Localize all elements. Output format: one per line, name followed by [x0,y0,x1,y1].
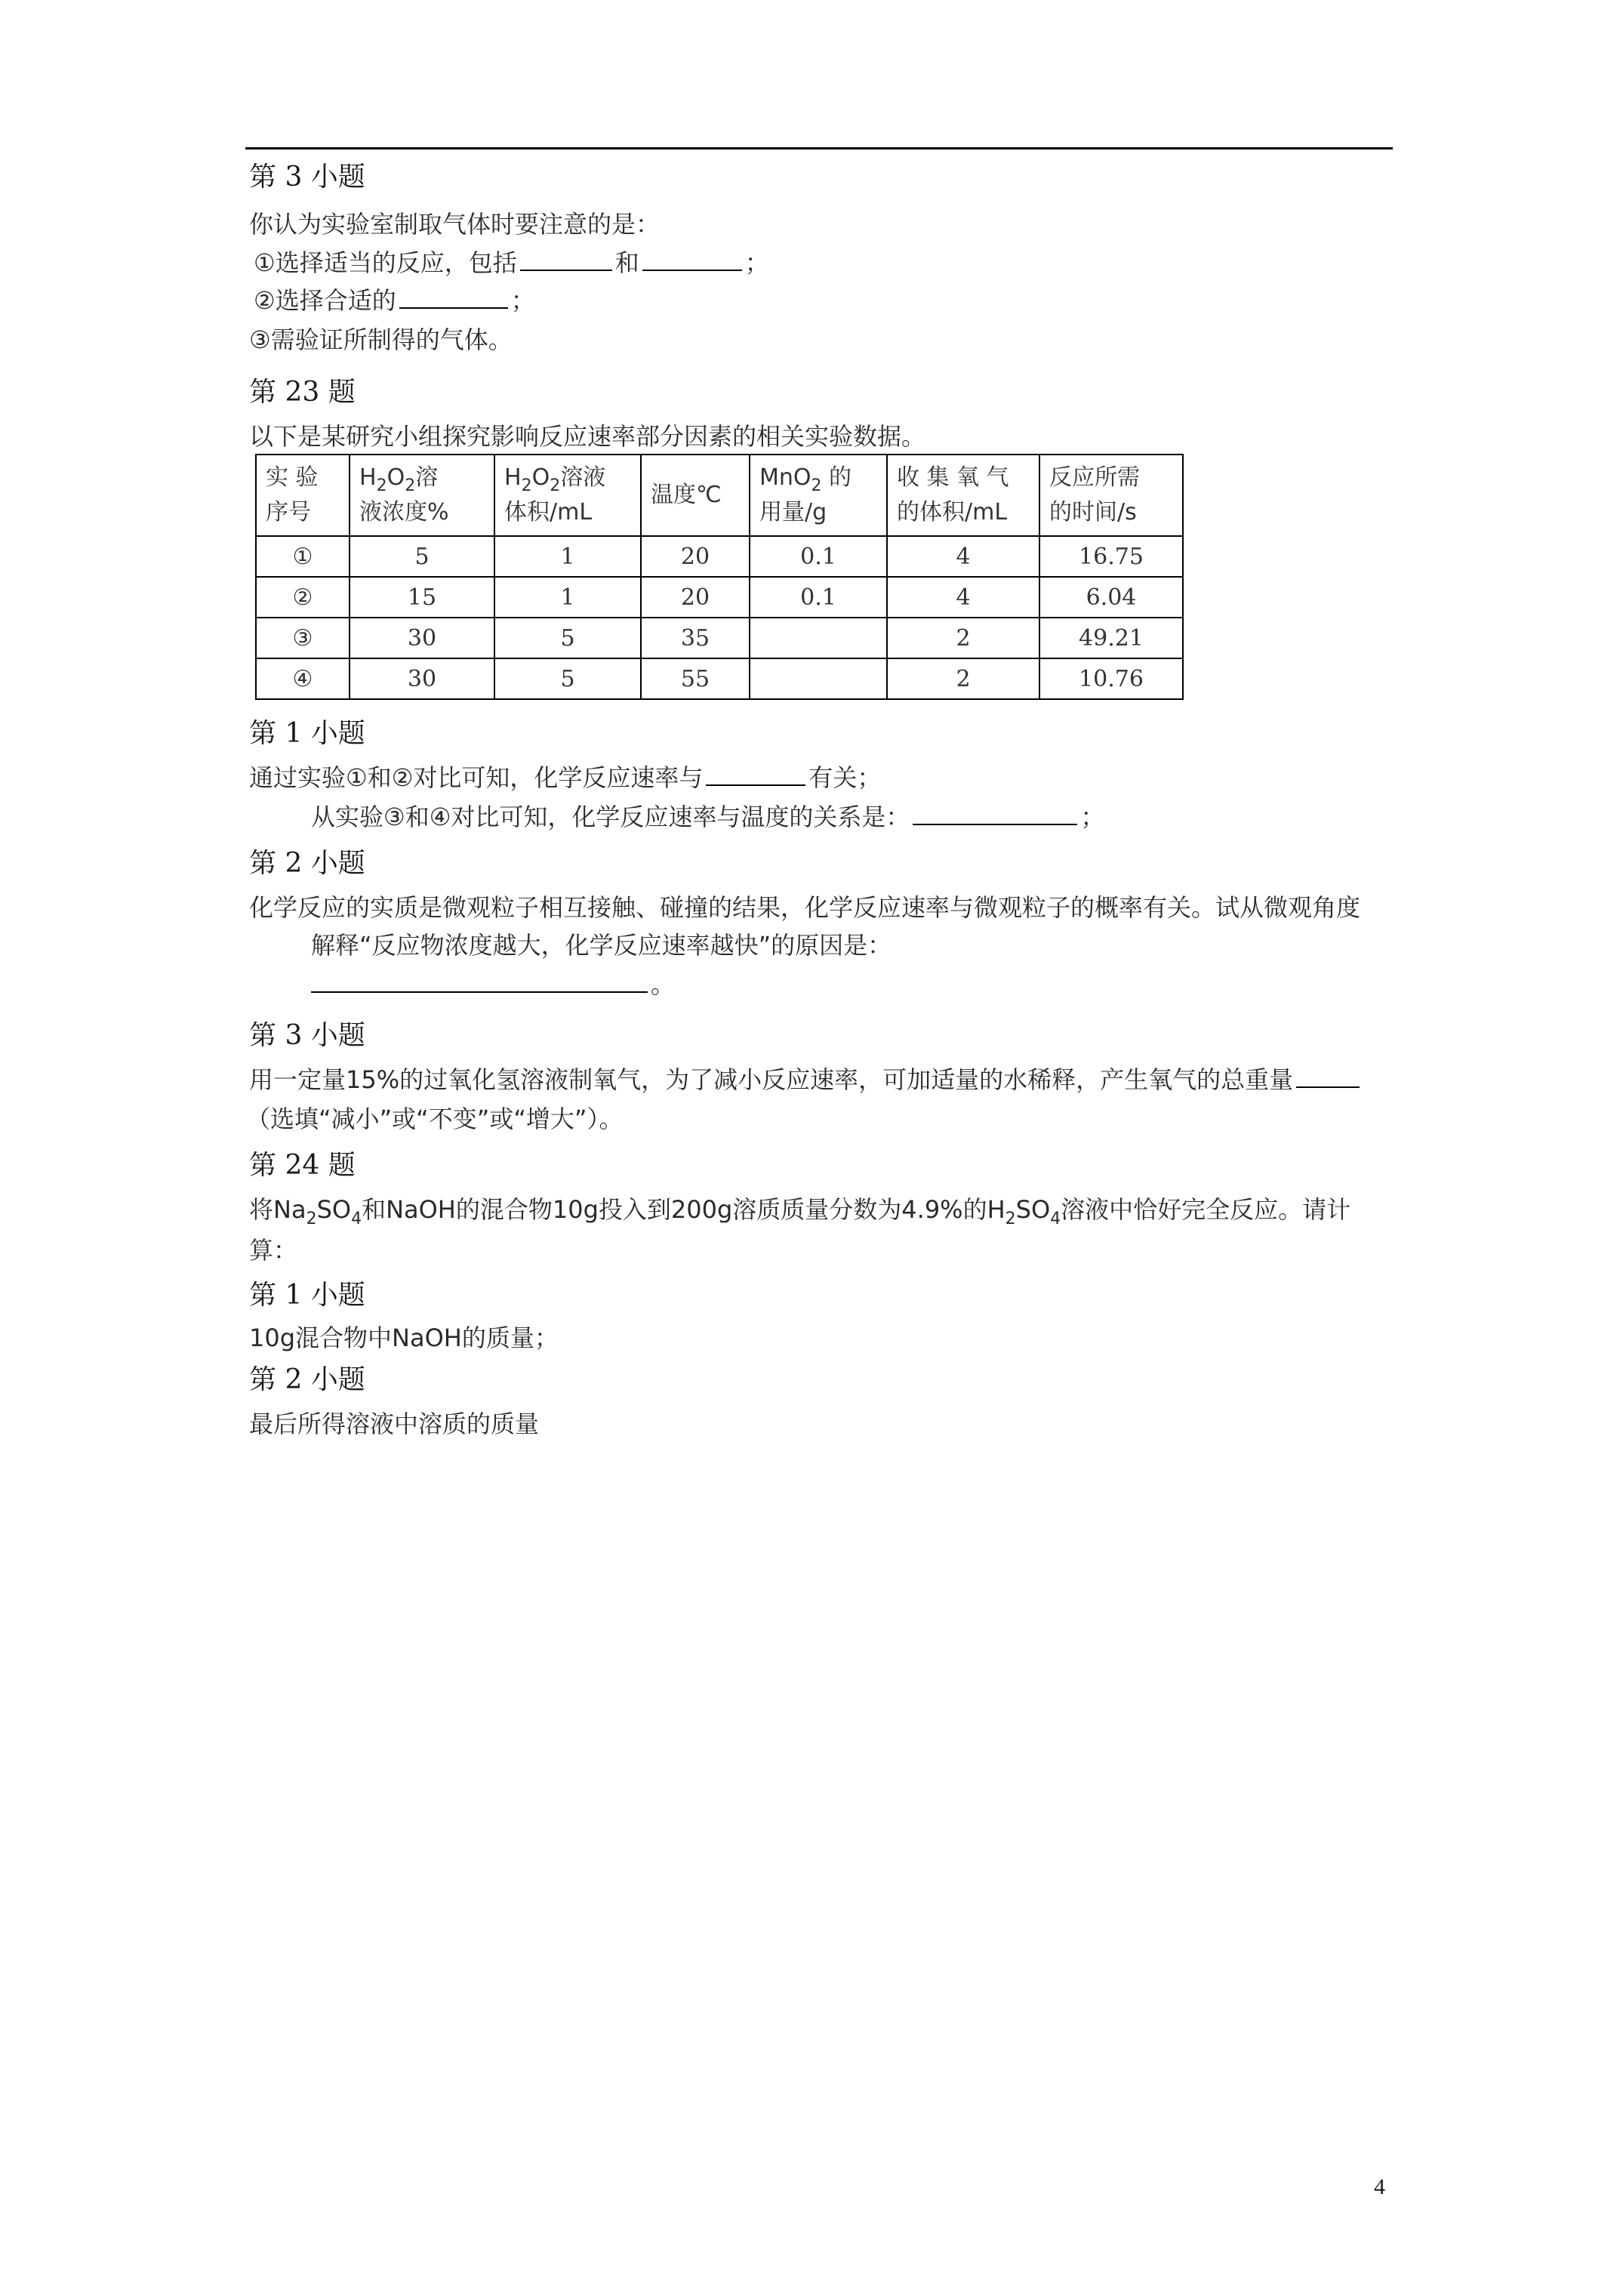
text-span: 通过实验①和②对比可知，化学反应速率与 [249,763,704,792]
paragraph [249,761,881,794]
paragraph: 算： [249,1236,298,1265]
paragraph [311,800,1104,834]
table-row [256,577,1183,618]
text-span: ； [1080,803,1105,831]
header-rule [245,147,1393,149]
text-span: ； [744,248,769,277]
table-cell: 1 [494,536,641,577]
paragraph [254,246,769,279]
table-row [256,536,1183,577]
subscript: 2 [1005,1210,1016,1228]
table-header-cell: 反应所需 的时间/s [1039,455,1183,536]
table-cell [750,658,887,699]
table-header-cell: $H_2O_2$溶 液浓度% [350,455,494,536]
text-span: 和NaOH的混合物10g投入到200g溶质质量分数为4.9%的H [362,1195,1006,1224]
table-cell: 15 [350,577,494,618]
table-header-cell: 实 验 序号 [256,455,350,536]
table-row [256,658,1183,699]
table-cell: 0.1 [750,536,887,577]
table-cell: ③ [256,618,350,658]
text-span: 将Na [249,1195,306,1224]
table-cell: 16.75 [1039,536,1183,577]
table-cell [750,618,887,658]
table-cell: 0.1 [750,577,887,618]
table-header-cell: $H_2O_2$溶液 体积/mL [494,455,641,536]
section-heading: 第 2 小题 [249,1364,365,1395]
subscript: 4 [351,1210,362,1228]
text-span: SO [1015,1195,1051,1224]
text-span: 溶液中恰好完全反应。请计 [1061,1195,1351,1224]
table-cell: 1 [494,577,641,618]
answer-blank[interactable] [311,969,648,993]
table-cell: 55 [641,658,750,699]
answer-blank[interactable] [399,285,508,309]
table-cell: 4 [887,536,1039,577]
subscript: 2 [306,1210,317,1228]
section-heading: 第 3 小题 [249,1020,365,1051]
answer-blank[interactable] [520,247,612,271]
text-span: SO [316,1195,352,1224]
table-cell: 20 [641,536,750,577]
paragraph: ③需验证所制得的气体。 [249,325,513,354]
table-cell: 5 [494,618,641,658]
text-span: 有关； [808,763,882,792]
table-cell: 5 [350,536,494,577]
table-cell: 2 [887,618,1039,658]
paragraph [249,1063,1363,1096]
table-cell: 4 [887,577,1039,618]
table-cell: 20 [641,577,750,618]
section-heading: 第 3 小题 [249,162,365,193]
paragraph: 解释“反应物浓度越大，化学反应速率越快”的原因是： [311,931,892,960]
paragraph [311,968,675,1001]
table-cell: ① [256,536,350,577]
page-number: 4 [1374,2174,1385,2199]
section-heading: 第 2 小题 [249,848,365,879]
text-span: 和 [614,248,639,277]
table-header-cell: 温度℃ [641,455,750,536]
subscript: 4 [1050,1210,1061,1228]
paragraph: （选填“减小”或“不变”或“增大”）。 [246,1105,624,1133]
paragraph: 你认为实验室制取气体时要注意的是： [249,210,661,239]
paragraph: 以下是某研究小组探究影响反应速率部分因素的相关实验数据。 [249,422,926,451]
table-cell: ④ [256,658,350,699]
section-heading: 第 1 小题 [249,718,365,749]
answer-blank[interactable] [642,247,742,271]
section-heading: 第 1 小题 [249,1280,365,1311]
table-cell: 30 [350,658,494,699]
question-heading: 第 23 题 [249,377,356,408]
experiment-data-table [255,454,1184,700]
table-cell: 6.04 [1039,577,1183,618]
table-header-cell: 收 集 氧 气 的体积/mL [887,455,1039,536]
table-cell: 35 [641,618,750,658]
answer-blank[interactable] [913,801,1077,825]
table-cell: 5 [494,658,641,699]
paragraph [254,284,535,317]
paragraph: 化学反应的实质是微观粒子相互接触、碰撞的结果，化学反应速率与微观粒子的概率有关。试从微观角度 [249,893,1361,922]
table-row [256,618,1183,658]
table-cell: 10.76 [1039,658,1183,699]
text-span: 。 [651,970,676,999]
question-heading: 第 24 题 [249,1150,356,1181]
text-span: 从实验③和④对比可知，化学反应速率与温度的关系是： [311,803,910,831]
text-span: ； [510,286,535,315]
table-cell: 30 [350,618,494,658]
table-header-cell: MnO$_2$ 的 用量/g [750,455,887,536]
table-cell: 2 [887,658,1039,699]
table-header-row [256,455,1183,536]
paragraph: 最后所得溶液中溶质的质量 [249,1410,540,1438]
paragraph [249,1193,1350,1226]
answer-blank[interactable] [1296,1064,1360,1088]
table-cell: 49.21 [1039,618,1183,658]
text-span: ②选择合适的 [254,286,396,315]
text-span: ①选择适当的反应，包括 [254,248,517,277]
text-span: 用一定量15%的过氧化氢溶液制氧气，为了减小反应速率，可加适量的水稀释，产生氧气的总重量 [249,1065,1294,1094]
paragraph: 10g混合物中NaOH的质量； [249,1324,559,1352]
table-cell: ② [256,577,350,618]
answer-blank[interactable] [706,762,805,786]
